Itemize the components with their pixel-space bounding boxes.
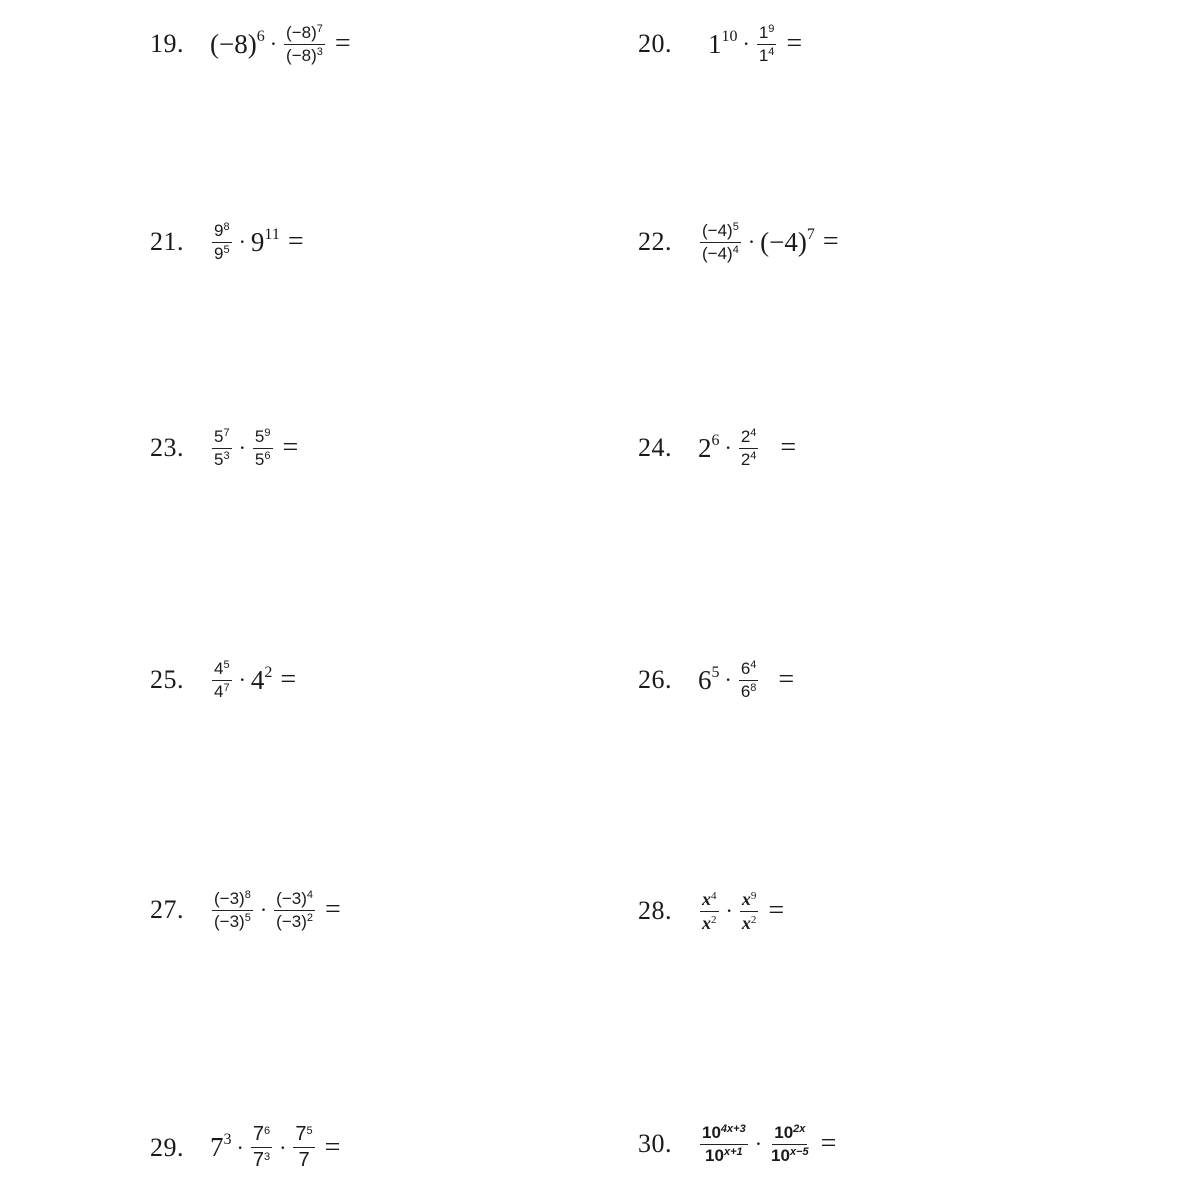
power-term: $9^{11}$ [250, 225, 280, 257]
fraction: $\frac{(-8)^7}{(-8)^3}$ [286, 23, 323, 65]
multiply-dot: · [279, 1134, 287, 1160]
equals-sign: = [325, 894, 341, 926]
equals-sign: = [324, 1131, 341, 1163]
fraction: $\frac{(-3)^4}{(-3)^2}$ [276, 889, 314, 931]
problem-24 [638, 428, 796, 469]
equals-sign: = [780, 432, 797, 464]
fraction: $\frac{x^4}{x^2}$ [702, 889, 717, 933]
multiply-dot: · [747, 229, 756, 255]
problem-27 [150, 890, 341, 931]
equals-sign: = [768, 895, 785, 927]
multiply-dot: · [724, 667, 732, 693]
multiply-dot: · [742, 31, 750, 57]
problem-20 [638, 24, 802, 65]
power-term: $1^{10}$ [708, 27, 738, 59]
expression [708, 24, 802, 65]
equals-sign: = [786, 28, 803, 60]
fraction: $\frac{1^9}{1^4}$ [758, 23, 775, 65]
problem-number: 29. [150, 1132, 184, 1162]
fraction: $\frac{4^5}{4^7}$ [214, 659, 230, 701]
problem-number: 30. [638, 1129, 672, 1159]
problem-number: 20. [638, 29, 672, 59]
multiply-dot: · [238, 435, 246, 461]
problem-number: 21. [150, 227, 184, 257]
expression [698, 1124, 836, 1165]
problem-22 [638, 222, 839, 263]
multiply-dot: · [725, 898, 733, 924]
problem-21 [150, 222, 304, 263]
problem-19 [150, 24, 351, 65]
fraction: $\frac{x^9}{x^2}$ [741, 889, 757, 933]
expression [698, 890, 784, 933]
fraction: $\frac{6^4}{6^8}$ [740, 659, 757, 701]
equals-sign: = [334, 28, 351, 60]
multiply-dot: · [238, 667, 246, 693]
problem-number: 25. [150, 665, 184, 695]
power-term: $(-8)^6$ [210, 27, 265, 59]
problem-number: 26. [638, 665, 672, 695]
equals-sign: = [280, 664, 297, 696]
expression [210, 222, 304, 263]
fraction: $\frac{(-4)^5}{(-4)^4}$ [702, 221, 739, 263]
fraction: $\frac{10^{4x+3}}{10^{x+1}}$ [702, 1123, 746, 1165]
fraction: $\frac{5^7}{5^3}$ [214, 427, 230, 469]
power-term: $7^3$ [210, 1131, 232, 1162]
multiply-dot: · [269, 31, 278, 57]
equals-sign: = [822, 226, 839, 258]
expression [210, 1124, 340, 1171]
expression [210, 428, 298, 469]
problem-number: 27. [150, 895, 184, 925]
equals-sign: = [287, 226, 304, 258]
problem-25 [150, 660, 296, 701]
multiply-dot: · [724, 435, 732, 461]
multiply-dot: · [259, 897, 268, 923]
problem-30 [638, 1124, 836, 1165]
power-term: $4^2$ [250, 663, 273, 695]
fraction: $\frac{9^8}{9^5}$ [214, 221, 230, 263]
problem-29 [150, 1124, 340, 1171]
equals-sign: = [282, 432, 299, 464]
fraction: $\frac{7^6}{7^3}$ [252, 1123, 271, 1171]
problem-26 [638, 660, 794, 701]
expression [210, 890, 341, 931]
multiply-dot: · [754, 1131, 763, 1157]
power-term: $(-4)^7$ [760, 225, 815, 257]
fraction: $\frac{10^{2x}}{10^{x-5}}$ [771, 1123, 809, 1165]
problem-number: 23. [150, 433, 184, 463]
expression [698, 428, 796, 469]
expression [210, 660, 296, 701]
multiply-dot: · [236, 1134, 244, 1160]
problem-number: 19. [150, 29, 184, 59]
problem-number: 22. [638, 227, 672, 257]
fraction: $\frac{7^5}{7}$ [295, 1123, 313, 1171]
problem-number: 24. [638, 433, 672, 463]
equals-sign: = [778, 664, 795, 696]
fraction: $\frac{(-3)^8}{(-3)^5}$ [214, 889, 251, 931]
problem-28 [638, 890, 784, 933]
problem-number: 28. [638, 896, 672, 926]
fraction: $\frac{5^9}{5^6}$ [254, 427, 271, 469]
power-term: $2^6$ [698, 431, 720, 463]
expression [698, 222, 839, 263]
power-term: $6^5$ [698, 663, 720, 695]
multiply-dot: · [238, 229, 246, 255]
problem-23 [150, 428, 298, 469]
equals-sign: = [820, 1128, 837, 1160]
expression [210, 24, 351, 65]
expression [698, 660, 794, 701]
fraction: $\frac{2^4}{2^4}$ [740, 427, 757, 469]
